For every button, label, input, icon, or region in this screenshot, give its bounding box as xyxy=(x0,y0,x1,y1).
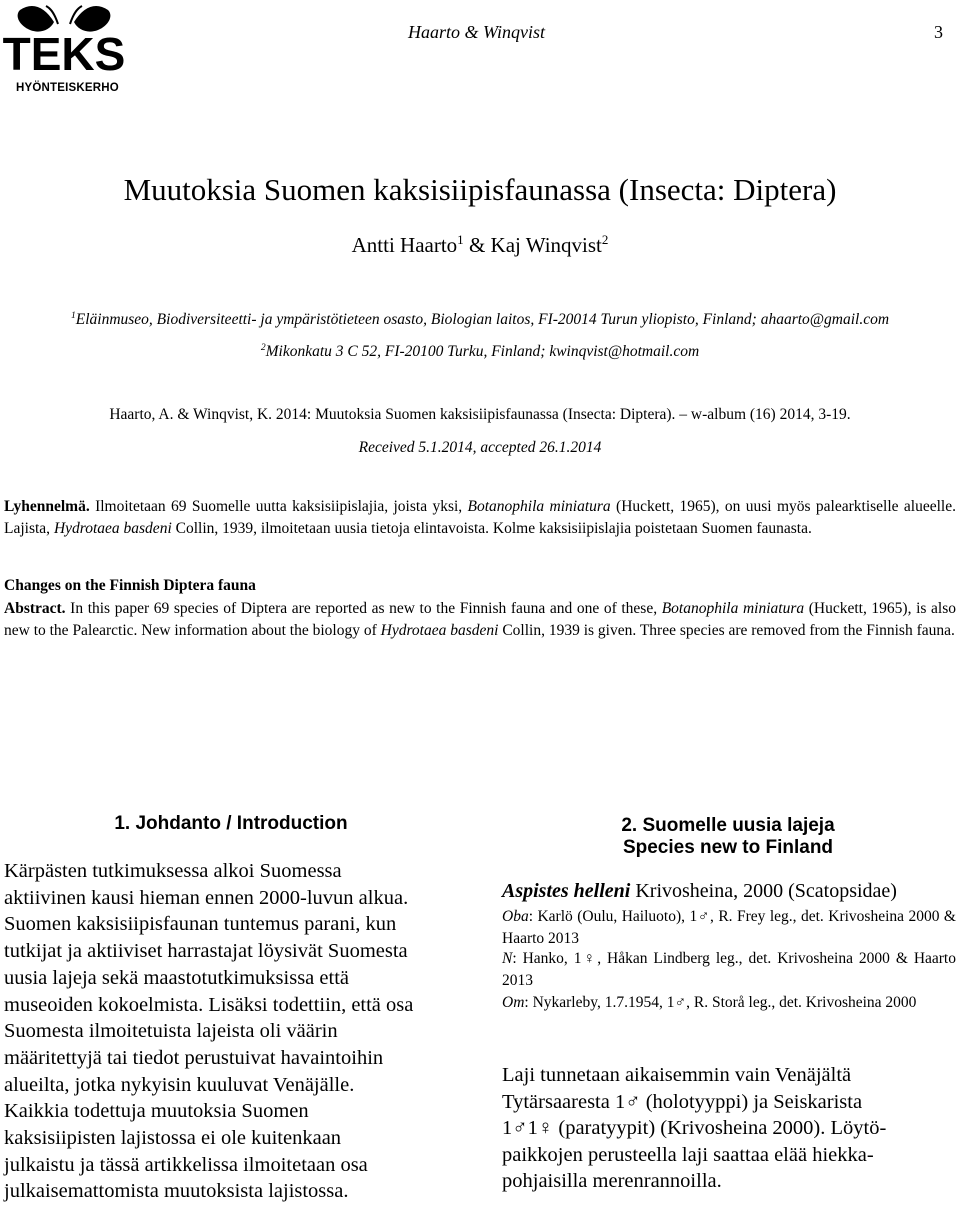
author-separator: & Kaj Winqvist xyxy=(463,233,602,257)
text-line: kaksisiipisten lajistossa ei ole kuitenkaan xyxy=(4,1127,342,1150)
affiliation-1 xyxy=(0,311,960,329)
record-entry xyxy=(502,992,956,1014)
text-line: Kaikkia todettuja muutoksia Suomen xyxy=(4,1100,309,1123)
record-area: Oba xyxy=(502,908,529,925)
text-line: Tytärsaaresta 1♂ (holotyyppi) ja Seiskarista xyxy=(502,1090,863,1113)
author-sup: 2 xyxy=(601,232,609,247)
abstract xyxy=(4,598,956,641)
text-line: 1♂1♀ (paratyypit) (Krivosheina 2000). Löytö- xyxy=(502,1117,887,1139)
text-line: alueilta, jotka nykyisin kuuluvat Venäjälle. xyxy=(4,1073,355,1096)
record-text: : Nykarleby, 1.7.1954, 1♂, R. Storå leg., det. Krivosheina 2000 xyxy=(524,994,917,1011)
abstract-text: Collin, 1939 is given. Three species are removed from the Finnish fauna. xyxy=(498,621,955,639)
affiliation-sup: 2 xyxy=(260,341,266,353)
author-name: Antti Haarto xyxy=(351,233,458,257)
text-line: museoiden kokoelmista. Lisäksi todettiin, että osa xyxy=(4,993,414,1016)
affiliation-text: Eläinmuseo, Biodiversiteetti- ja ympäristötieteen osasto, Biologian laitos, FI-20014 Turun yliopisto, Finland; ahaarto@gmail.com xyxy=(75,311,890,328)
text-line: Suomesta ilmoitetuista lajeista oli väärin xyxy=(4,1020,338,1043)
record-text: : Karlö (Oulu, Hailuoto), 1♂, R. Frey leg., det. Krivosheina 2000 & Haarto 2013 xyxy=(502,908,956,947)
butterfly-logo-icon xyxy=(2,4,126,80)
text-line: pohjaisilla merenrannoilla. xyxy=(502,1170,722,1192)
species-name: Aspistes helleni xyxy=(502,880,631,902)
affiliation-text: Mikonkatu 3 C 52, FI-20100 Turku, Finland; kwinqvist@hotmail.com xyxy=(265,343,700,360)
species-author: Krivosheina, 2000 (Scatopsidae) xyxy=(630,880,897,902)
section-heading-line: 2. Suomelle uusia lajeja xyxy=(621,815,835,836)
text-line: paikkojen perusteella laji saattaa elää hiekka- xyxy=(502,1143,874,1166)
received-dates: Received 5.1.2014, accepted 26.1.2014 xyxy=(358,439,602,456)
text-line: määritettyjä tai tiedot perustuivat havaintoihin xyxy=(4,1046,384,1069)
record-entry xyxy=(502,906,956,949)
text-line: julkaistu ja tässä artikkelissa ilmoitetaan osa xyxy=(4,1153,368,1176)
record-entry xyxy=(502,948,956,991)
species-name: Botanophila miniatura xyxy=(467,498,611,515)
running-head: Haarto & Winqvist xyxy=(408,22,546,42)
species-heading xyxy=(502,880,897,903)
author-sup: 1 xyxy=(457,232,464,247)
author-line xyxy=(0,233,960,258)
text-line: Kärpästen tutkimuksessa alkoi Suomessa xyxy=(4,860,342,882)
affiliation-sup: 1 xyxy=(70,309,76,321)
page-number: 3 xyxy=(934,22,943,42)
text-line: aktiivinen kausi hieman ennen 2000-luvun alkua. xyxy=(4,886,409,909)
species-name: Hydrotaea basdeni xyxy=(53,519,172,537)
text-line: tutkijat ja aktiiviset harrastajat löysivät Suomesta xyxy=(4,940,408,963)
text-line: uusia lajeja sekä maastotutkimuksissa että xyxy=(4,966,349,989)
introduction-text xyxy=(4,858,458,1205)
record-area: N xyxy=(502,950,513,967)
species-description xyxy=(502,1062,956,1195)
species-name: Botanophila miniatura xyxy=(661,600,805,617)
summary-text: Ilmoitetaan 69 Suomelle uutta kaksisiipislajia, joista yksi, xyxy=(89,498,468,515)
summary-text: Collin, 1939, ilmoitetaan uusia tietoja elintavoista. Kolme kaksisiipislajia poistetaan Suomen faunasta. xyxy=(171,519,812,537)
english-title: Changes on the Finnish Diptera fauna xyxy=(4,577,256,594)
section-heading-introduction: 1. Johdanto / Introduction xyxy=(114,813,348,834)
summary-text: (Huckett, 1965), on uusi myös palearktiselle alueelle. Lajista, xyxy=(4,498,956,537)
abstract-text: In this paper 69 species of Diptera are reported as new to the Finnish fauna and one of these, xyxy=(65,600,662,617)
logo-wordmark: TEKS xyxy=(2,28,126,80)
logo-subtitle: HYÖNTEISKERHO xyxy=(16,82,119,94)
summary-finnish xyxy=(4,496,956,539)
citation: Haarto, A. & Winqvist, K. 2014: Muutoksia Suomen kaksisiipisfaunassa (Insecta: Diptera). – w-album (16) 2014, 3-19. xyxy=(109,406,851,423)
species-name: Hydrotaea basdeni xyxy=(380,621,499,639)
abstract-label: Abstract. xyxy=(4,600,66,617)
teks-logo xyxy=(2,4,126,94)
section-heading-line: Species new to Finland xyxy=(622,837,834,858)
text-line: julkaisemattomista muutoksista lajistossa. xyxy=(4,1180,349,1203)
record-area: Om xyxy=(502,994,525,1011)
text-line: Laji tunnetaan aikaisemmin vain Venäjältä xyxy=(502,1064,852,1086)
text-line: Suomen kaksisiipisfaunan tuntemus parani, kun xyxy=(4,913,397,936)
abstract-text: (Huckett, 1965), is also new to the Palearctic. New information about the biology of xyxy=(4,600,956,639)
affiliation-2 xyxy=(0,343,960,361)
section-heading-new-species xyxy=(500,815,956,859)
record-text: : Hanko, 1♀, Håkan Lindberg leg., det. Krivosheina 2000 & Haarto 2013 xyxy=(502,950,956,989)
summary-label: Lyhennelmä. xyxy=(4,498,90,515)
article-title: Muutoksia Suomen kaksisiipisfaunassa (Insecta: Diptera) xyxy=(123,172,837,207)
